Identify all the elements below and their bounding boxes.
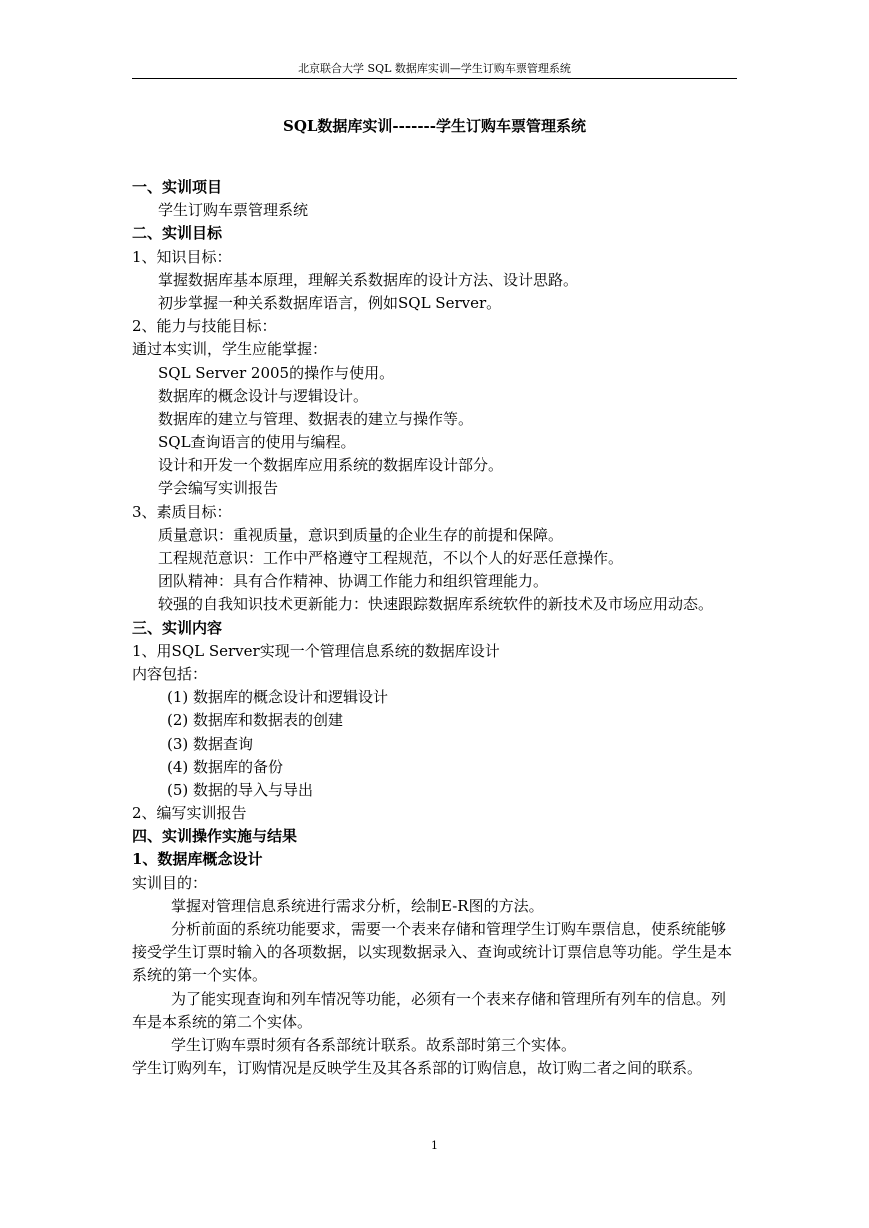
header-rule xyxy=(132,78,737,79)
body-paragraph: 分析前面的系统功能要求，需要一个表来存储和管理学生订购车票信息，使系统能够接受学生订票时输入的各项数据，以实现数据录入、查询或统计订票信息等功能。学生是本系统的第一个实体。 xyxy=(132,920,733,985)
page-number: 1 xyxy=(431,1139,438,1152)
section-heading: 四、实训操作实施与结果 xyxy=(132,827,298,846)
body-line: 质量意识：重视质量，意识到质量的企业生存的前提和保障。 xyxy=(158,525,564,544)
section-heading: 二、实训目标 xyxy=(132,224,223,243)
body-line: 团队精神：具有合作精神、协调工作能力和组织管理能力。 xyxy=(158,572,549,591)
body-line: 学生订购车票管理系统 xyxy=(158,201,309,220)
list-item: (5) 数据的导入与导出 xyxy=(167,780,314,799)
body-line: 通过本实训，学生应能掌握： xyxy=(132,340,328,359)
body-line: 学生订购车票时须有各系部统计联系。故系部时第三个实体。 xyxy=(171,1036,577,1055)
body-line: 设计和开发一个数据库应用系统的数据库设计部分。 xyxy=(158,456,504,475)
body-line: 初步掌握一种关系数据库语言，例如SQL Server。 xyxy=(158,293,502,312)
subsection-heading: 1、知识目标： xyxy=(132,247,232,266)
list-item: (3) 数据查询 xyxy=(167,734,254,753)
body-line: 掌握数据库基本原理，理解关系数据库的设计方法、设计思路。 xyxy=(158,270,579,289)
body-paragraph: 学生订购列车，订购情况是反映学生及其各系部的订购信息，故订购二者之间的联系。 xyxy=(132,1059,703,1078)
body-line: 数据库的建立与管理、数据表的建立与操作等。 xyxy=(158,409,474,428)
body-line: SQL查询语言的使用与编程。 xyxy=(158,433,356,452)
body-paragraph: 较强的自我知识技术更新能力：快速跟踪数据库系统软件的新技术及市场应用动态。 xyxy=(158,595,714,614)
running-header: 北京联合大学 SQL 数据库实训—学生订购车票管理系统 xyxy=(298,62,571,75)
section-heading: 三、实训内容 xyxy=(132,618,223,637)
body-line: 学会编写实训报告 xyxy=(158,479,279,498)
subsection-heading: 1、数据库概念设计 xyxy=(132,850,263,869)
subsection-heading: 1、用SQL Server实现一个管理信息系统的数据库设计 xyxy=(132,641,500,660)
list-item: (1) 数据库的概念设计和逻辑设计 xyxy=(167,688,389,707)
document-body xyxy=(132,176,737,1080)
section-heading: 一、实训项目 xyxy=(132,178,223,196)
body-line: 工程规范意识：工作中严格遵守工程规范，不以个人的好恶任意操作。 xyxy=(158,549,624,567)
body-line: 实训目的： xyxy=(132,873,208,892)
subsection-heading: 2、能力与技能目标： xyxy=(132,317,277,336)
body-paragraph: 为了能实现查询和列车情况等功能，必须有一个表来存储和管理所有列车的信息。列车是本系统的第二个实体。 xyxy=(132,989,727,1031)
body-line: 掌握对管理信息系统进行需求分析，绘制E-R图的方法。 xyxy=(171,896,544,915)
subsection-heading: 3、素质目标： xyxy=(132,502,232,521)
document-title: SQL数据库实训-------学生订购车票管理系统 xyxy=(282,117,587,135)
body-line: 数据库的概念设计与逻辑设计。 xyxy=(158,386,369,405)
body-line: 内容包括： xyxy=(132,664,208,683)
list-item: (4) 数据库的备份 xyxy=(167,757,284,776)
subsection-heading: 2、编写实训报告 xyxy=(132,804,247,823)
list-item: (2) 数据库和数据表的创建 xyxy=(167,711,344,730)
body-line: SQL Server 2005的操作与使用。 xyxy=(158,363,395,382)
